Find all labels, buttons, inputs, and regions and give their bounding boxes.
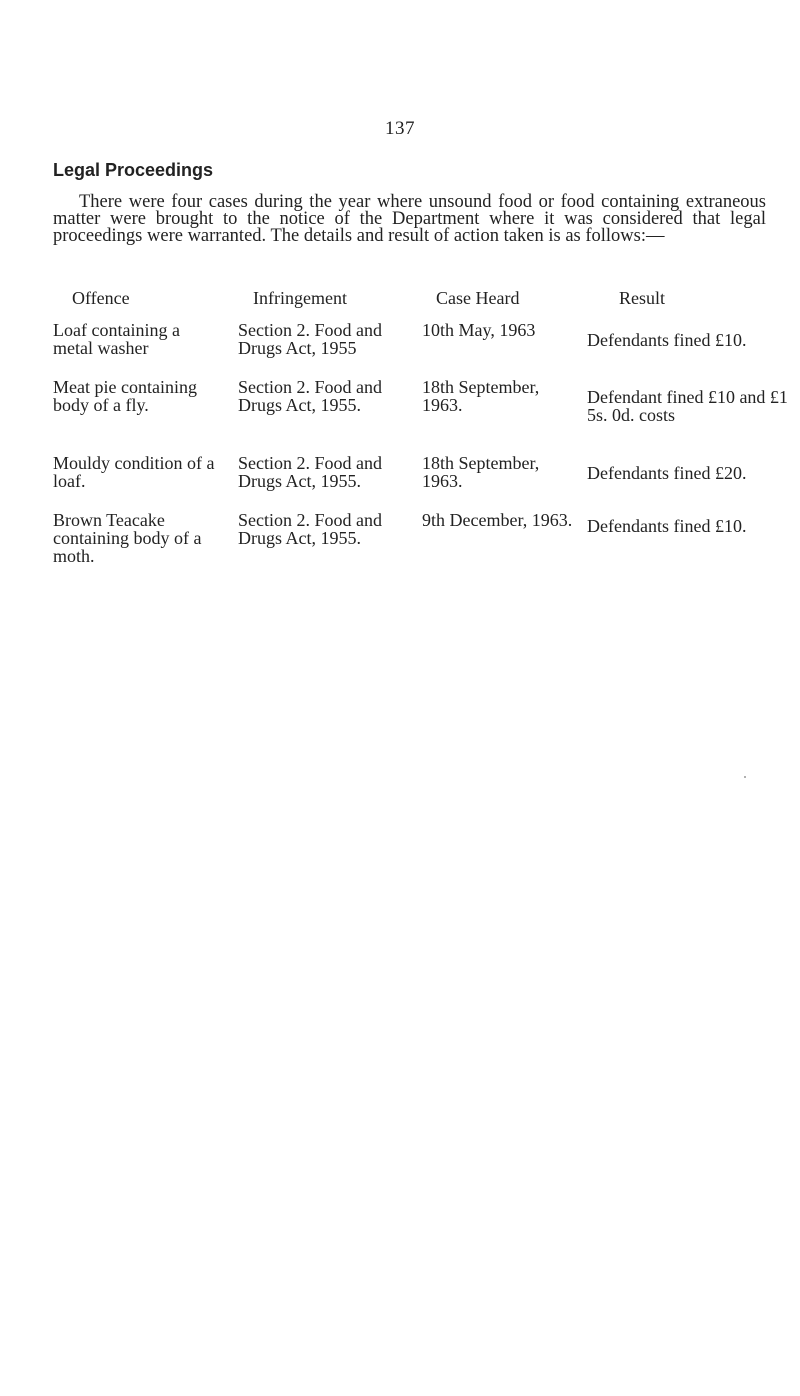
column-header-result: Result xyxy=(619,288,666,308)
offence-cell: Mouldy condition of a loaf. xyxy=(53,453,215,491)
result-cell: Defendants fined £20. xyxy=(587,463,747,483)
column-header-offence: Offence xyxy=(72,288,130,308)
section-heading: Legal Proceedings xyxy=(53,160,214,180)
case-heard-cell: 10th May, 1963 xyxy=(422,320,536,340)
infringement-cell: Section 2. Food and Drugs Act, 1955. xyxy=(238,453,382,491)
offence-cell: Loaf containing a metal washer xyxy=(53,320,180,358)
case-heard-cell: 18th September, 1963. xyxy=(422,377,540,415)
column-header-case-heard: Case Heard xyxy=(436,288,520,308)
infringement-cell: Section 2. Food and Drugs Act, 1955. xyxy=(238,510,382,548)
result-cell: Defendants fined £10. xyxy=(587,516,747,536)
case-heard-cell: 18th September, 1963. xyxy=(422,453,540,491)
offence-cell: Brown Teacake containing body of a moth. xyxy=(53,510,202,566)
intro-paragraph: There were four cases during the year where unsound food or food containing extraneous matter were brought to the notice of the Department where it was considered that legal proceedings were warranted. The details and result of action taken is as follows:— xyxy=(53,192,766,246)
column-header-infringement: Infringement xyxy=(253,288,347,308)
case-heard-cell: 9th December, 1963. xyxy=(422,510,573,530)
result-cell: Defendant fined £10 and £1 5s. 0d. costs xyxy=(587,387,788,425)
page-number: 137 xyxy=(385,118,415,139)
infringement-cell: Section 2. Food and Drugs Act, 1955. xyxy=(238,377,382,415)
result-cell: Defendants fined £10. xyxy=(587,330,747,350)
infringement-cell: Section 2. Food and Drugs Act, 1955 xyxy=(238,320,382,358)
offence-cell: Meat pie containing body of a fly. xyxy=(53,377,197,415)
paper-speck xyxy=(744,776,746,778)
